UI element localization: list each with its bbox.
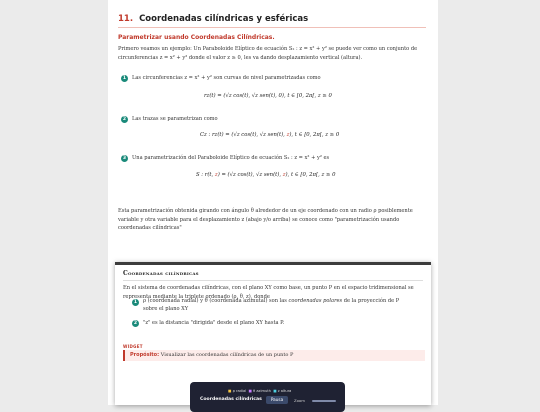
- text-part: sobre el plano XY: [143, 306, 189, 312]
- card-item-text: [143, 297, 399, 313]
- card-divider: [123, 280, 423, 281]
- text-part: ρ (coordenada radial) y θ (coordenada azimutal) son las: [143, 298, 289, 304]
- purpose-description: Visualizar las coordenadas cilíndricas de un punto P: [160, 352, 294, 358]
- widget-title: Coordenadas cilíndricas: [200, 397, 262, 402]
- legend-dot-icon: ■: [248, 389, 252, 393]
- equation-highlight: z: [214, 172, 218, 178]
- item-number-badge: 1: [122, 76, 127, 81]
- equation-part: ), t ∈ [0, 2π[, z ≥ 0: [289, 132, 340, 138]
- zoom-label: Zoom: [294, 398, 305, 403]
- definition-card: [115, 262, 431, 405]
- item-text: Las circunferencias z = x² + y² son curvas de nivel parametrizadas como: [132, 75, 321, 81]
- intro-paragraph: Primero veamos un ejemplo: Un Paraboloide Elíptico de ecuación S₂ : z = x² + y² se puede ver como un conjunto de circunferencias z = x² + y² donde el valor z ≥ 0, les va dando desplazamiento vertical (altura).: [118, 46, 418, 61]
- section-title-text: Coordenadas cilíndricas y esféricas: [139, 14, 309, 24]
- equation: rz(t) = (√z cos(t), √z sen(t), 0), t ∈ [0, 2π[, z ≥ 0: [204, 93, 332, 99]
- card-title: Coordenadas cilíndricas: [123, 270, 199, 277]
- equation-highlight: z: [282, 172, 286, 178]
- widget-panel[interactable]: [190, 382, 345, 412]
- equation-part: ) = (√z cos(t), √z sen(t),: [217, 172, 283, 178]
- pause-button[interactable]: Pausa: [266, 396, 288, 404]
- item-number-badge: 1: [133, 300, 138, 305]
- zoom-slider[interactable]: [312, 400, 336, 402]
- equation-part: S : r(t,: [196, 172, 215, 178]
- outro-paragraph: Esta parametrización obtenida girando con ángulo θ alrededor de un eje coordenado con un radio ρ posiblemente variable y otra variable para el desplazamiento z (abajo y/o arriba) se conoce como "parametrización usando coordenadas cilíndricas": [118, 208, 413, 231]
- equation-part: ), t ∈ [0, 2π[, z ≥ 0: [285, 172, 336, 178]
- card-item-text: "z" es la distancia "dirigida" desde el plano XY hasta P.: [143, 320, 285, 326]
- purpose-text: [130, 352, 293, 358]
- widget-legend: [228, 389, 291, 393]
- subheading: Parametrizar usando Coordenadas Cilíndricas.: [118, 34, 275, 41]
- equation: [200, 132, 339, 138]
- legend-label: ρ radial: [232, 389, 247, 393]
- text-part: de la proyección de P: [342, 298, 400, 304]
- item-number-badge: 2: [122, 117, 127, 122]
- legend-label: z altura: [277, 389, 292, 393]
- purpose-label: Propósito:: [130, 352, 160, 358]
- section-title: [118, 14, 308, 24]
- purpose-box: [123, 350, 425, 361]
- legend-dot-icon: ■: [228, 389, 232, 393]
- equation-highlight: z: [286, 132, 290, 138]
- equation: [196, 172, 335, 178]
- legend-dot-icon: ■: [273, 389, 277, 393]
- text-emphasis: coordenadas polares: [288, 298, 343, 304]
- item-number-badge: 2: [133, 321, 138, 326]
- section-divider: [118, 27, 426, 28]
- item-text: Una parametrización del Paraboloide Elíptico de ecuación S₂ : z = x² + y² es: [132, 155, 330, 161]
- legend-label: θ azimuth: [253, 389, 271, 393]
- equation-part: Cz : rz(t) = (√z cos(t), √z sen(t),: [200, 132, 287, 138]
- item-text: Las trazas se parametrizan como: [132, 116, 218, 122]
- section-number: 11.: [118, 14, 134, 24]
- card-top-bar: [115, 262, 431, 265]
- item-number-badge: 3: [122, 156, 127, 161]
- card-paragraph: En el sistema de coordenadas cilíndricas, con el plano XY como base, un punto P en el espacio tridimensional se representa mediante la triplete ordenado (ρ, θ, z), donde: [123, 285, 414, 300]
- widget-label: WIDGET: [123, 344, 143, 349]
